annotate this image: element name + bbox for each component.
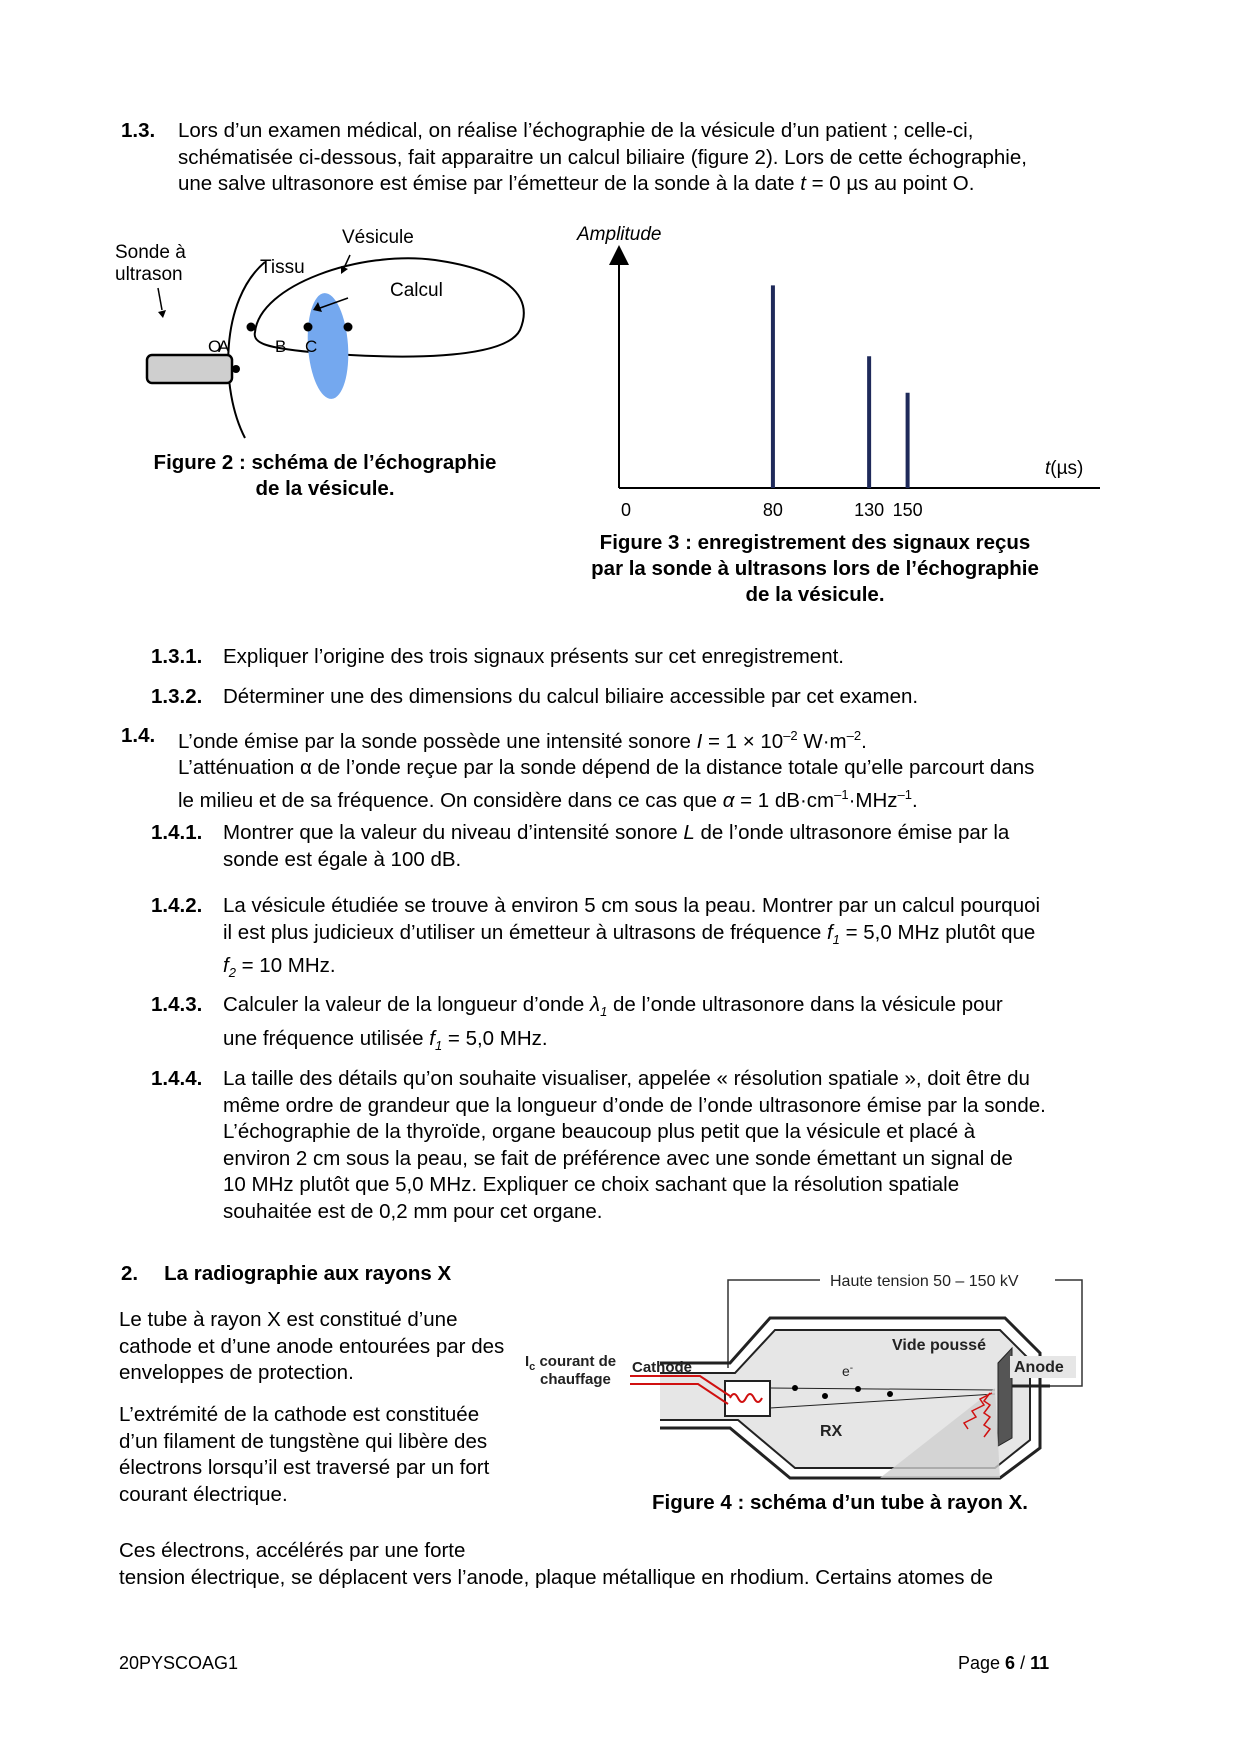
probe-arrow-head [158, 310, 166, 318]
electron-dot [887, 1391, 893, 1397]
text-line: La taille des détails qu’on souhaite visualiser, appelée « résolution spatiale », doit être du [223, 1067, 1030, 1090]
text-line: électrons lorsqu’il est traversé par un fort [119, 1456, 490, 1479]
figure-4-xray-tube [525, 1268, 1100, 1488]
anode-plate [998, 1348, 1012, 1446]
page-current: 6 [1005, 1653, 1016, 1673]
figure-3-caption [555, 530, 1075, 608]
question-1-3-1 [151, 644, 844, 671]
question-1-4-2-text [223, 893, 1133, 987]
page-prefix: Page [958, 1653, 1006, 1673]
paragraph-electrons [119, 1538, 1133, 1591]
footer-code: 20PYSCOAG1 [119, 1653, 239, 1673]
chart-x-tick-label: 130 [854, 500, 885, 520]
chart-y-label: Amplitude [577, 224, 662, 245]
label-electron: e- [842, 1363, 854, 1379]
text-line: le milieu et de sa fréquence. On considère dans ce cas que α = 1 $dB\cdot cm^{-1}\cdot MHz^{-1}$. [178, 786, 918, 812]
label-C: C [305, 337, 318, 356]
question-1-4-3-text [223, 992, 1133, 1059]
question-number-1-4-3: 1.4.3. [151, 993, 203, 1016]
question-number-1-4-4: 1.4.4. [151, 1067, 203, 1090]
point-O [232, 365, 240, 373]
electron-dot [855, 1386, 861, 1392]
text-line: Calculer la valeur de la longueur d’onde $\lambda_1$ de l’onde ultrasonore dans la vésicule pour [223, 993, 1003, 1020]
text-line: tension électrique, se déplacent vers l’anode, plaque métallique en rhodium. Certains atomes de [119, 1565, 994, 1589]
question-1-4-1-text [223, 820, 1133, 873]
label-heating-current-line1: $I_c$ courant de [525, 1353, 617, 1373]
label-vesicle: Vésicule [342, 227, 414, 248]
label-probe-line1: Sonde à [115, 242, 186, 263]
point-B [304, 323, 313, 332]
chart-x-label: t(µs) [1045, 458, 1084, 479]
label-stone: Calcul [390, 280, 443, 301]
chart-x-tick-label: 0 [621, 500, 632, 520]
text-line: Montrer que la valeur du niveau d’intensité sonore L de l’onde ultrasonore émise par la [223, 821, 1010, 844]
section-2-heading [121, 1261, 451, 1288]
question-1-4-4-text [223, 1066, 1133, 1225]
text-line: Ces électrons, accélérés par une forte [119, 1539, 466, 1562]
figure-3-chart [555, 210, 1115, 530]
text-line: une fréquence utilisée $f_1 = 5,0$ MHz. [223, 1026, 548, 1053]
probe-body [147, 355, 232, 383]
caption-line: Figure 2 : schéma de l’échographie [153, 451, 497, 474]
question-number-1-4-1: 1.4.1. [151, 821, 203, 844]
text-line: 10 MHz plutôt que 5,0 MHz. Expliquer ce choix sachant que la résolution spatiale [223, 1173, 960, 1196]
label-cathode: Cathode [632, 1359, 692, 1376]
text-line: L’atténuation α de l’onde reçue par la sonde dépend de la distance totale qu’elle parcourt dans [178, 756, 1035, 780]
question-1-4-text [178, 723, 1133, 814]
section-title: La radiographie aux rayons X [164, 1262, 452, 1285]
label-high-voltage: Haute tension 50 – 150 kV [830, 1273, 1019, 1290]
text-line: cathode et d’une anode entourées par des [119, 1334, 505, 1358]
question-number: 1.3.1. [151, 645, 203, 668]
text-line: même ordre de grandeur que la longueur d’onde de l’onde ultrasonore émise par la sonde. [223, 1093, 1046, 1117]
paragraph-x-ray-tube [119, 1307, 553, 1387]
paragraph-cathode [119, 1402, 553, 1508]
question-number-1-4-2: 1.4.2. [151, 894, 203, 917]
label-tissue: Tissu [260, 257, 305, 278]
section-number: 2. [121, 1262, 139, 1285]
text-line: Le tube à rayon X est constitué d’une [119, 1308, 458, 1331]
label-probe-line2: ultrason [115, 264, 183, 285]
text-line: La vésicule étudiée se trouve à environ 5 cm sous la peau. Montrer par un calcul pourquoi [223, 894, 1041, 917]
text-line: d’un filament de tungstène qui libère des [119, 1429, 488, 1453]
text-line: $f_2 = 10$ MHz. [223, 954, 336, 981]
electron-dot [792, 1385, 798, 1391]
chart-x-tick-label: 150 [892, 500, 923, 520]
label-B: B [275, 337, 287, 356]
label-A: A [218, 337, 230, 356]
caption-line: par la sonde à ultrasons lors de l’échographie [591, 557, 1039, 580]
chart-x-tick-label: 80 [762, 500, 783, 520]
skin-curve [228, 262, 265, 438]
electron-dot [822, 1393, 828, 1399]
text-line: L’extrémité de la cathode est constituée [119, 1403, 480, 1426]
text-line: enveloppes de protection. [119, 1361, 354, 1384]
text-line: sonde est égale à 100 dB. [223, 847, 462, 871]
probe-arrow [158, 288, 162, 310]
text-line: Lors d’un examen médical, on réalise l’échographie de la vésicule d’un patient ; celle-ci, [178, 119, 974, 142]
figure-2-caption [125, 450, 525, 502]
caption-line: de la vésicule. [255, 477, 395, 500]
footer-page-number [958, 1650, 1049, 1677]
label-O: O [208, 337, 222, 356]
point-a-final [247, 323, 256, 332]
page-total: 11 [1030, 1653, 1050, 1673]
label-anode: Anode [1014, 1359, 1064, 1376]
page-separator: / [1015, 1653, 1031, 1673]
figure-2-echography-schematic [110, 227, 540, 445]
text-line: L’onde émise par la sonde possède une intensité sonore $I = 1 \times 10^{-2}$ $W\cdot m^{-2}$. [178, 728, 867, 753]
text-line: il est plus judicieux d’utiliser un émetteur à ultrasons de fréquence $f_1 = 5,0$ MHz plutôt que [223, 920, 1036, 947]
question-1-3-2 [151, 684, 918, 711]
question-number-1-3: 1.3. [121, 119, 156, 142]
question-text: Expliquer l’origine des trois signaux présents sur cet enregistrement. [223, 645, 844, 668]
label-vacuum: Vide poussé [892, 1337, 986, 1354]
point-C [344, 323, 353, 332]
text-line: schématisée ci-dessous, fait apparaitre un calcul biliaire (figure 2). Lors de cette échographie, [178, 145, 1027, 169]
text-line: L’échographie de la thyroïde, organe beaucoup plus petit que la vésicule et placé à [223, 1120, 976, 1143]
question-number: 1.3.2. [151, 685, 203, 708]
text-line: une salve ultrasonore est émise par l’émetteur de la sonde à la date t = 0 µs au point O. [178, 172, 975, 195]
caption-line: Figure 3 : enregistrement des signaux reçus [599, 531, 1031, 554]
question-text: Déterminer une des dimensions du calcul biliaire accessible par cet examen. [223, 685, 919, 708]
question-number-1-4: 1.4. [121, 724, 156, 747]
text-line: environ 2 cm sous la peau, se fait de préférence avec une sonde émettant un signal de [223, 1146, 1013, 1170]
label-rx: RX [820, 1423, 843, 1440]
text-line: courant électrique. [119, 1482, 288, 1506]
text-line: souhaitée est de 0,2 mm pour cet organe. [223, 1199, 603, 1223]
figure-4-caption: Figure 4 : schéma d’un tube à rayon X. [652, 1491, 1028, 1514]
label-heating-current-line2: chauffage [540, 1371, 611, 1388]
question-1-3-text [178, 118, 1133, 198]
caption-line: de la vésicule. [745, 583, 885, 606]
cathode-box [725, 1381, 770, 1416]
